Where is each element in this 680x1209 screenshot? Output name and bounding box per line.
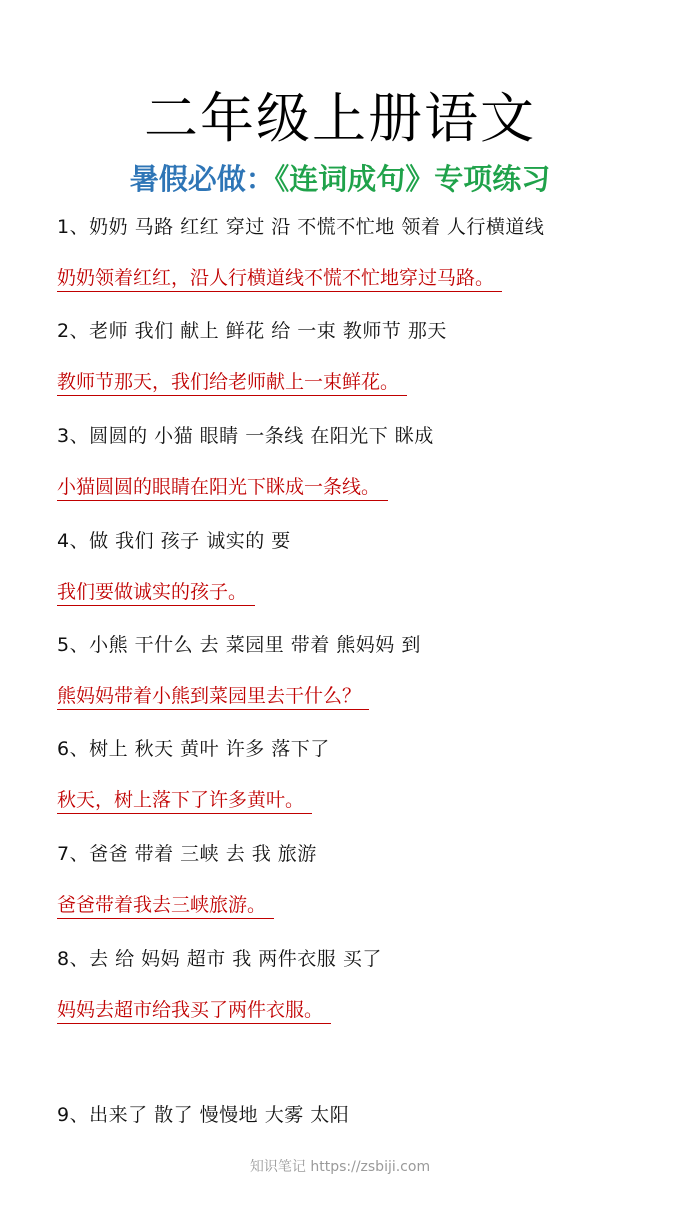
question-4: 4、做 我们 孩子 诚实的 要 xyxy=(57,530,291,552)
answer-8: 妈妈去超市给我买了两件衣服。 xyxy=(57,998,331,1024)
question-8: 8、去 给 妈妈 超市 我 两件衣服 买了 xyxy=(57,948,382,970)
answer-6: 秋天，树上落下了许多黄叶。 xyxy=(57,788,312,814)
question-9: 9、出来了 散了 慢慢地 大雾 太阳 xyxy=(57,1104,350,1126)
answer-1: 奶奶领着红红，沿人行横道线不慌不忙地穿过马路。 xyxy=(57,266,502,292)
question-6: 6、树上 秋天 黄叶 许多 落下了 xyxy=(57,738,330,760)
page-title: 二年级上册语文 xyxy=(144,87,536,150)
answer-5: 熊妈妈带着小熊到菜园里去干什么？ xyxy=(57,684,369,710)
subtitle-prefix: 暑假必做： xyxy=(129,162,275,196)
question-3: 3、圆圆的 小猫 眼睛 一条线 在阳光下 眯成 xyxy=(57,425,434,447)
answer-7: 爸爸带着我去三峡旅游。 xyxy=(57,893,274,919)
subtitle-topic: 《连词成句》专项练习 xyxy=(274,162,551,196)
question-1: 1、奶奶 马路 红红 穿过 沿 不慌不忙地 领着 人行横道线 xyxy=(57,216,545,238)
answer-2: 教师节那天，我们给老师献上一束鲜花。 xyxy=(57,370,407,396)
question-2: 2、老师 我们 献上 鲜花 给 一束 教师节 那天 xyxy=(57,320,447,342)
question-7: 7、爸爸 带着 三峡 去 我 旅游 xyxy=(57,843,317,865)
answer-3: 小猫圆圆的眼睛在阳光下眯成一条线。 xyxy=(57,475,388,501)
question-5: 5、小熊 干什么 去 菜园里 带着 熊妈妈 到 xyxy=(57,634,421,656)
answer-4: 我们要做诚实的孩子。 xyxy=(57,580,255,606)
page-subtitle xyxy=(0,160,680,198)
footer-watermark: 知识笔记 https://zsbiji.com xyxy=(249,1159,431,1175)
